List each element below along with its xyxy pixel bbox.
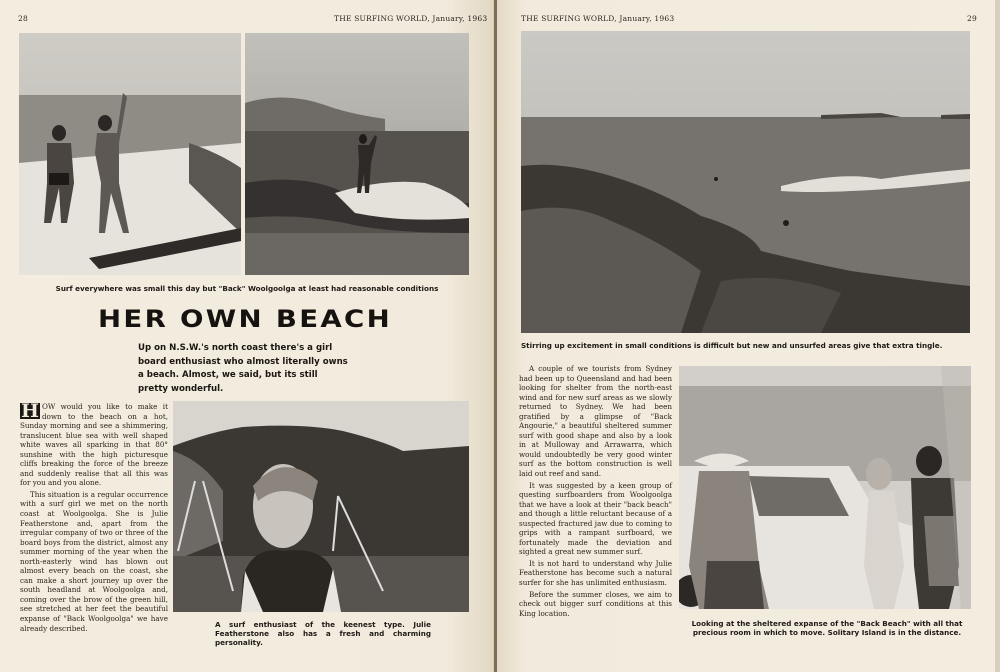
body-paragraph-3: A couple of we tourists from Sydney had been up to Queensland and had been looking for shelter from the north-east wind and for new surf areas as we slowly returned to Sydney. We had been gratified by a glimpse of "Back Angourie," a beautiful sheltered summer surf with good shape and also by a look in at Mulloway and Arrawarra, which would undoubtedly be very good winter surf as the bottom construction is well laid out reef and sand. [519,364,672,479]
article-column-1 [20,402,168,635]
caption-top-right: Stirring up excitement in small conditions is difficult but new and unsurfed areas give that extra tingle. [521,341,943,350]
body-paragraph-2: This situation is a regular occurrence with a surf girl we met on the north coast at Woolgoolga. She is Julie Featherstone and, apart from the irregular company of two or three of the board boys from the district, almost any summer morning of the year when the north-easterly wind has blown out almost every beach on the coast, she can make a short journey up over the south headland at Woolgoolga and, coming over the brow of the green hill, see stretched at her feet the beautiful expanse of "Back Woolgoolga" we have already described. [20,489,168,633]
left-page [0,0,494,672]
headline: HER OWN BEACH [98,305,392,333]
running-head-left: THE SURFING WORLD, January, 1963 [334,14,488,23]
photo-group-by-car [679,366,971,609]
body-paragraph-5: It is not hard to understand why Julie Featherstone has become such a natural surfer for she has unlimited enthusiasm. [519,558,672,588]
photo-rocky-headland [521,31,970,333]
photo-tandem-surfing [19,33,241,275]
photo-wave-ride [245,33,469,275]
page-number-right: 29 [967,14,977,23]
body-paragraph-1: H OW would you like to make it down to the beach on a hot, Sunday morning and see a shimmering, translucent blue sea with well shaped white waves all sparking in that 80° sunshine with the high picturesque cliffs breaking the force of the breeze and suddenly realise that all this was for you and you alone. [20,400,168,488]
right-page [497,0,1000,672]
body-paragraph-4: It was suggested by a keen group of questing surfboarders from Woolgoolga that we have a look at their "back beach" and though a little reluctant because of a suspected fractured jaw due to coming to grips with a rampant surfboard, we fortunately made the deviation and sighted a great new summer surf. [519,480,672,557]
caption-portrait: A surf enthusiast of the keenest type. Julie Featherstone also has a fresh and charming personality. [215,620,431,647]
body-paragraph-6: Before the summer closes, we aim to check out bigger surf conditions at this King location. [519,589,672,618]
running-head-right: THE SURFING WORLD, January, 1963 [521,14,675,23]
page-edge [995,0,1000,672]
drop-cap: H [21,400,39,422]
standfirst: Up on N.S.W.'s north coast there's a girl board enthusiast who almost literally owns a beach. Almost, we said, but its still pretty wonderful. [138,343,348,394]
caption-top-left: Surf everywhere was small this day but "Back" Woolgoolga at least had reasonable conditions [55,284,439,293]
article-column-2 [519,364,672,620]
photo-julie-portrait [173,401,469,612]
caption-group-photo: Looking at the sheltered expanse of the "Back Beach" with all that precious room in which to move. Solitary Island is in the distance. [691,619,963,637]
page-number-left: 28 [18,14,28,23]
